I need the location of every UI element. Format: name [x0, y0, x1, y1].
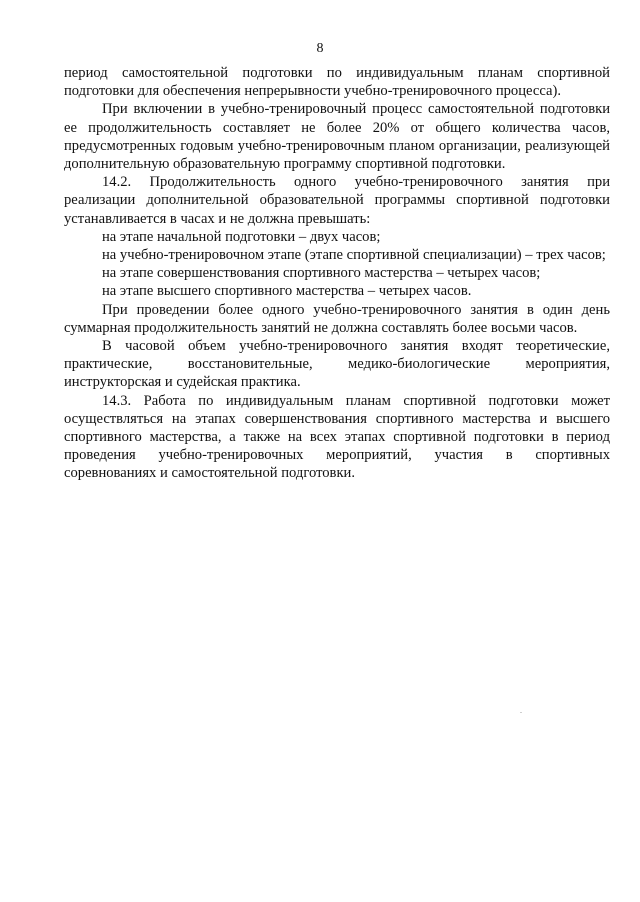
- paragraph-self-preparation-share: При включении в учебно-тренировочный процесс самостоятельной подготовки ее продолжительность составляет не более 20% от общего количества часов, предусмотренных годовым учебно-тренировочным планом организации, реализующей дополнительную образовательную программу спортивной подготовки.: [64, 101, 610, 173]
- list-item-higher-mastery-stage: на этапе высшего спортивного мастерства – четырех часов.: [102, 283, 472, 300]
- paragraph-14-3: 14.3. Работа по индивидуальным планам спортивной подготовки может осуществляться на этапах совершенствования спортивного мастерства и высшего спортивного мастерства, а также на всех этапах спортивной подготовки в период проведения учебно-тренировочных мероприятий, участия в спортивных соревнованиях и самостоятельной подготовки.: [64, 392, 610, 482]
- paragraph-continuation: период самостоятельной подготовки по индивидуальным планам спортивной подготовки для обеспечения непрерывности учебно-тренировочного процесса).: [64, 65, 610, 100]
- scan-speck: [520, 712, 522, 713]
- paragraph-daily-limit: При проведении более одного учебно-тренировочного занятия в один день суммарная продолжительность занятий не должна составлять более восьми часов.: [64, 301, 610, 336]
- list-item-initial-stage: на этапе начальной подготовки – двух часов;: [102, 228, 381, 245]
- page-number: 8: [316, 41, 324, 56]
- paragraph-hourly-volume: В часовой объем учебно-тренировочного занятия входят теоретические, практические, восстановительные, медико-биологические мероприятия, инструкторская и судейская практика.: [64, 338, 610, 391]
- list-item-improvement-stage: на этапе совершенствования спортивного мастерства – четырех часов;: [102, 265, 541, 282]
- body-text: [64, 64, 610, 483]
- paragraph-14-2: 14.2. Продолжительность одного учебно-тренировочного занятия при реализации дополнительной образовательной программы спортивной подготовки устанавливается в часах и не должна превышать:: [64, 174, 610, 227]
- list-item-training-stage: на учебно-тренировочном этапе (этапе спортивной специализации) – трех часов;: [102, 247, 606, 264]
